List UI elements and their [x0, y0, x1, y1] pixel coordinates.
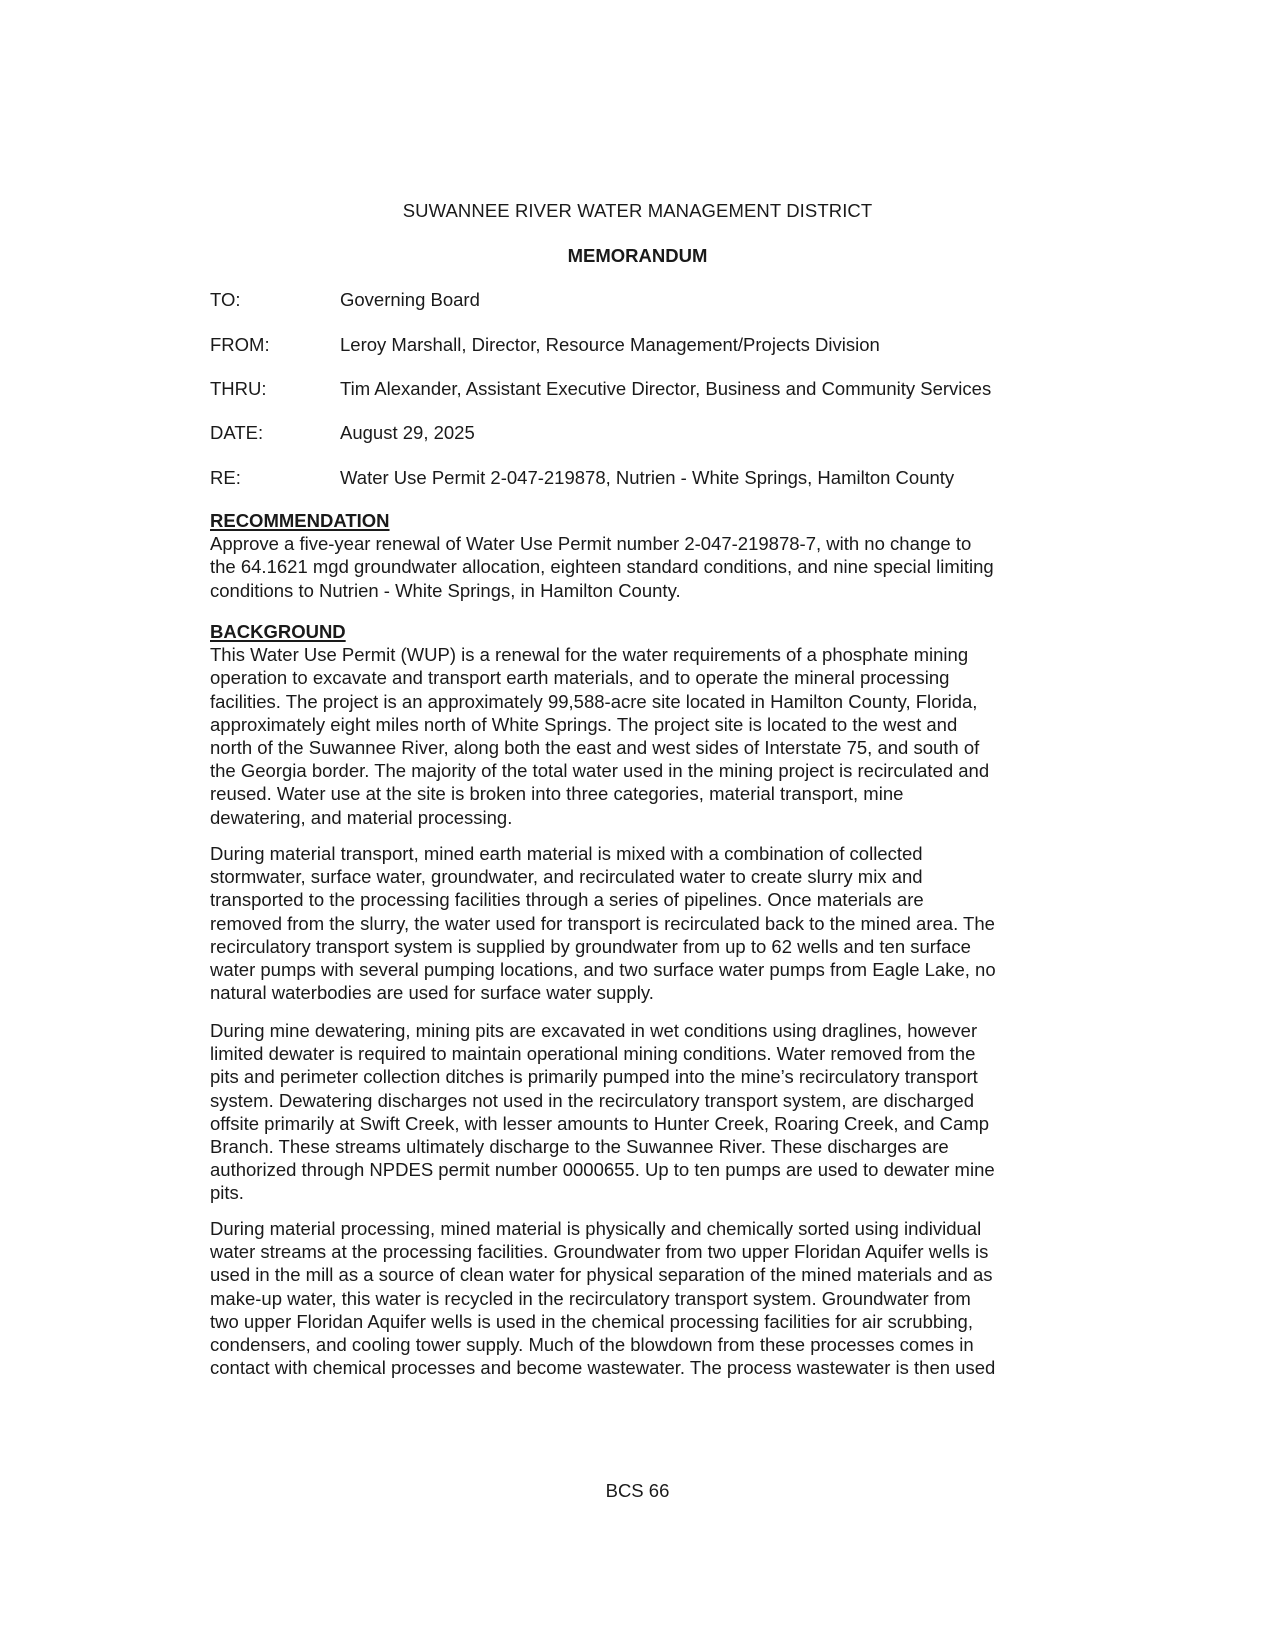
text-line: Branch. These streams ultimately discharge to the Suwannee River. These discharges are — [210, 1136, 949, 1158]
section-title: RECOMMENDATION — [210, 510, 390, 531]
header-from — [210, 334, 880, 356]
background-paragraph — [210, 1019, 1070, 1205]
document-type: MEMORANDUM — [567, 245, 708, 266]
header-label: FROM: — [210, 334, 270, 355]
text-line: dewatering, and material processing. — [210, 806, 513, 828]
text-line: authorized through NPDES permit number 0000655. Up to ten pumps are used to dewater mine — [210, 1159, 995, 1181]
text-line: natural waterbodies are used for surface water supply. — [210, 982, 654, 1004]
text-line: operation to excavate and transport earth materials, and to operate the mineral processing — [210, 667, 950, 689]
header-value: Leroy Marshall, Director, Resource Management/Projects Division — [340, 334, 880, 355]
text-line: approximately eight miles north of White Springs. The project site is located to the west and — [210, 713, 958, 735]
text-line: recirculatory transport system is supplied by groundwater from up to 62 wells and ten surface — [210, 935, 971, 957]
header-label: RE: — [210, 467, 241, 488]
text-line: the Georgia border. The majority of the total water used in the mining project is recirculated and — [210, 760, 990, 782]
text-line: the 64.1621 mgd groundwater allocation, eighteen standard conditions, and nine special limiting — [210, 556, 994, 578]
text-line: pits. — [210, 1182, 244, 1204]
text-line: water streams at the processing facilities. Groundwater from two upper Floridan Aquifer wells is — [210, 1241, 989, 1263]
text-line: system. Dewatering discharges not used in the recirculatory transport system, are discharged — [210, 1089, 974, 1111]
text-line: Approve a five-year renewal of Water Use Permit number 2-047-219878-7, with no change to — [210, 533, 972, 555]
text-line: During material processing, mined material is physically and chemically sorted using individual — [210, 1218, 982, 1239]
text-line: reused. Water use at the site is broken into three categories, material transport, mine — [210, 783, 904, 805]
header-label: TO: — [210, 289, 241, 310]
text-line: transported to the processing facilities through a series of pipelines. Once materials are — [210, 889, 924, 911]
text-line: make-up water, this water is recycled in the recirculatory transport system. Groundwater from — [210, 1287, 971, 1309]
recommendation-text — [210, 532, 1070, 602]
header-value: Tim Alexander, Assistant Executive Director, Business and Community Services — [340, 378, 992, 399]
text-line: condensers, and cooling tower supply. Much of the blowdown from these processes comes in — [210, 1334, 974, 1356]
transport-section — [210, 842, 1070, 1004]
section-title: BACKGROUND — [210, 621, 346, 642]
text-line: removed from the slurry, the water used for transport is recirculated back to the mined area. The — [210, 912, 995, 934]
header-date — [210, 422, 475, 444]
page-number: BCS 66 — [605, 1480, 670, 1501]
header-value: Water Use Permit 2-047-219878, Nutrien - White Springs, Hamilton County — [340, 467, 955, 488]
background-paragraph — [210, 1217, 1070, 1379]
background-paragraph — [210, 842, 1070, 1004]
header-label: DATE: — [210, 422, 264, 443]
header-re — [210, 467, 954, 489]
header-thru — [210, 378, 991, 400]
header-to — [210, 289, 480, 311]
text-line: north of the Suwannee River, along both the east and west sides of Interstate 75, and south of — [210, 737, 980, 759]
processing-section — [210, 1217, 1070, 1379]
text-line: During mine dewatering, mining pits are excavated in wet conditions using draglines, however — [210, 1020, 978, 1041]
text-line: This Water Use Permit (WUP) is a renewal for the water requirements of a phosphate mining — [210, 644, 969, 666]
text-line: offsite primarily at Swift Creek, with lesser amounts to Hunter Creek, Roaring Creek, and Camp — [210, 1112, 990, 1134]
text-line: water pumps with several pumping locations, and two surface water pumps from Eagle Lake, no — [210, 959, 996, 981]
text-line: facilities. The project is an approximately 99,588-acre site located in Hamilton County, Florida, — [210, 690, 978, 712]
text-line: pits and perimeter collection ditches is primarily pumped into the mine’s recirculatory transport — [210, 1066, 978, 1088]
recommendation-section — [210, 509, 1070, 602]
text-line: conditions to Nutrien - White Springs, in Hamilton County. — [210, 579, 681, 601]
text-line: used in the mill as a source of clean water for physical separation of the mined materials and as — [210, 1264, 993, 1286]
organization-name: SUWANNEE RIVER WATER MANAGEMENT DISTRICT — [402, 200, 873, 221]
header-value: August 29, 2025 — [340, 422, 475, 443]
background-paragraph — [210, 643, 1070, 829]
text-line: During material transport, mined earth material is mixed with a combination of collected — [210, 843, 923, 864]
background-section — [210, 620, 1070, 829]
header-label: THRU: — [210, 378, 267, 399]
text-line: contact with chemical processes and become wastewater. The process wastewater is then used — [210, 1357, 996, 1379]
text-line: limited dewater is required to maintain operational mining conditions. Water removed from the — [210, 1043, 976, 1065]
dewatering-section — [210, 1019, 1070, 1205]
text-line: stormwater, surface water, groundwater, and recirculated water to create slurry mix and — [210, 866, 923, 888]
text-line: two upper Floridan Aquifer wells is used in the chemical processing facilities for air scrubbing, — [210, 1310, 973, 1332]
header-value: Governing Board — [340, 289, 480, 310]
